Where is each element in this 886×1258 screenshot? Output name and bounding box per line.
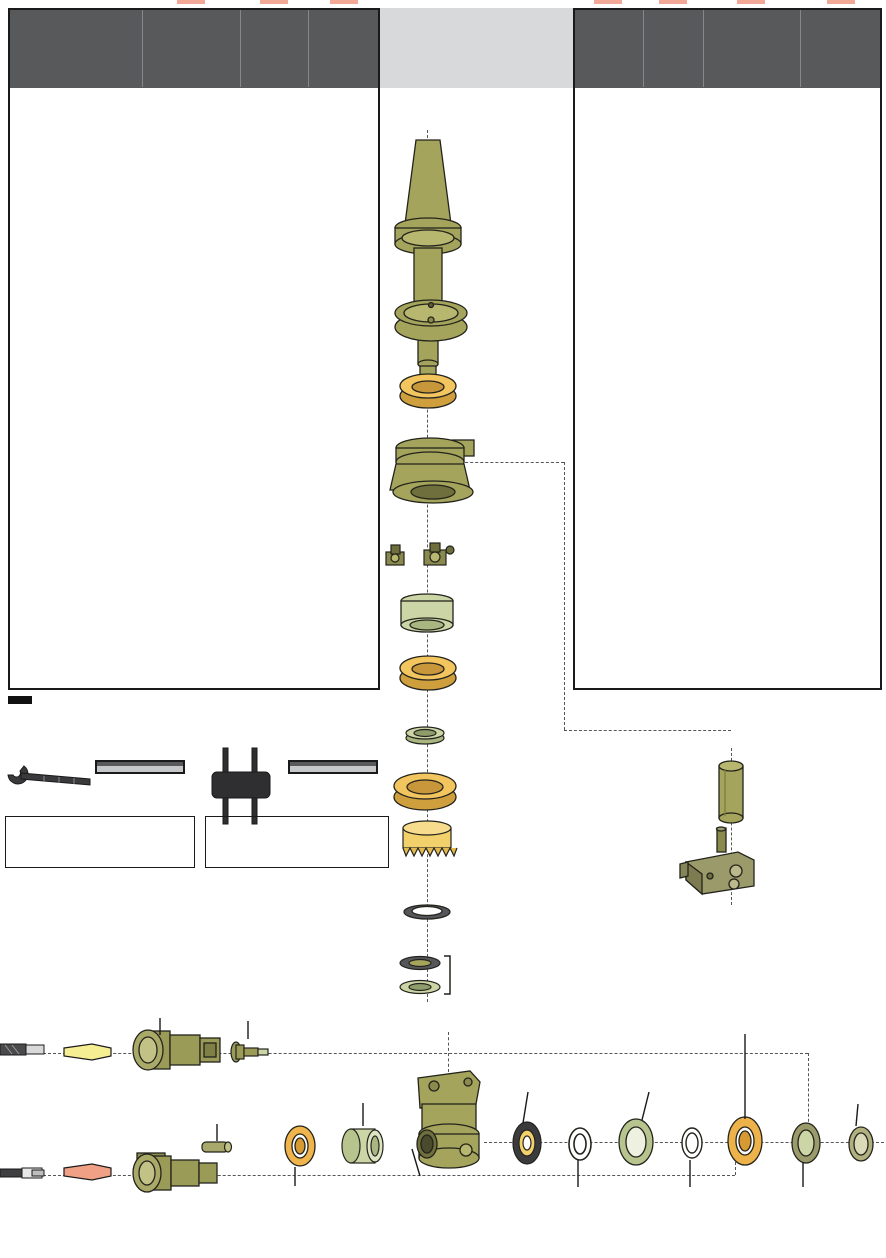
assembly-tools-title	[8, 696, 32, 704]
tool-head-wrench-note	[205, 816, 389, 868]
tool-head-wrench-codebox	[288, 760, 378, 774]
tool-head-wrench-code	[290, 766, 376, 772]
tool-wrench-note	[5, 816, 195, 868]
tool-wrench-codebox	[95, 760, 185, 774]
tool-wrench-code	[97, 766, 183, 772]
